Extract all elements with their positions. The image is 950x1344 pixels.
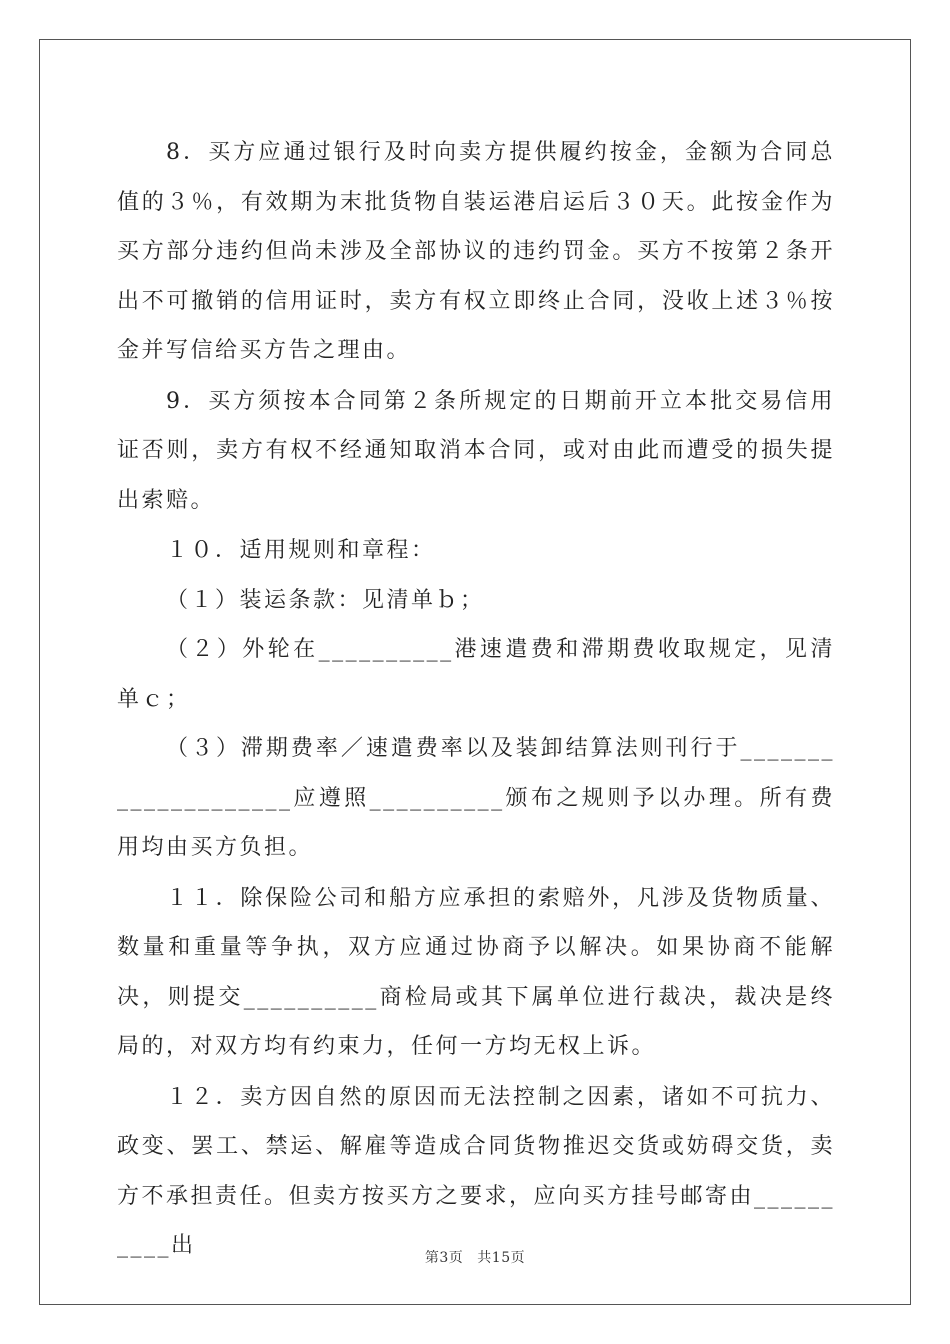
page-footer [0, 1247, 950, 1267]
clause-10-heading: １０．适用规则和章程： [166, 538, 436, 563]
clause-11: １１．除保险公司和船方应承担的索赔外，凡涉及货物质量、数量和重量等争执，双方应通过协商予以解决。如果协商不能解决，则提交__________商检局或其下属单位进行裁决，裁决是终局的，对双方均有约束力，任何一方均无权上诉。 [117, 885, 835, 1059]
clause-12: １２．卖方因自然的原因而无法控制之因素，诸如不可抗力、政变、罢工、禁运、解雇等造成合同货物推迟交货或妨碍交货，卖方不承担责任。但卖方按买方之要求，应向买方挂号邮寄由__________出 [117, 1084, 836, 1258]
clause-10-item-1: （１）装运条款：见清单ｂ； [166, 587, 485, 613]
clause-10-item-3: （３）滞期费率／速遣费率以及装卸结算法则刊行于____________________应遵照__________颁布之规则予以办理。所有费用均由买方负担。 [117, 736, 835, 860]
clause-10-item-2: （２）外轮在__________港速遣费和滞期费收取规定，见清单ｃ； [117, 637, 835, 712]
clause-9: 9．买方须按本合同第２条所规定的日期前开立本批交易信用证否则，卖方有权不经通知取消本合同，或对由此而遭受的损失提出索赔。 [117, 388, 835, 513]
document-body [117, 128, 835, 1271]
clause-8: 8．买方应通过银行及时向卖方提供履约按金，金额为合同总值的３％，有效期为末批货物自装运港启运后３０天。此按金作为买方部分违约但尚未涉及全部协议的违约罚金。买方不按第２条开出不可撤销的信用证时，卖方有权立即终止合同，没收上述３％按金并写信给买方告之理由。 [117, 140, 835, 363]
page-number: 第3页 [424, 1250, 464, 1266]
page-total: 共15页 [477, 1250, 526, 1266]
